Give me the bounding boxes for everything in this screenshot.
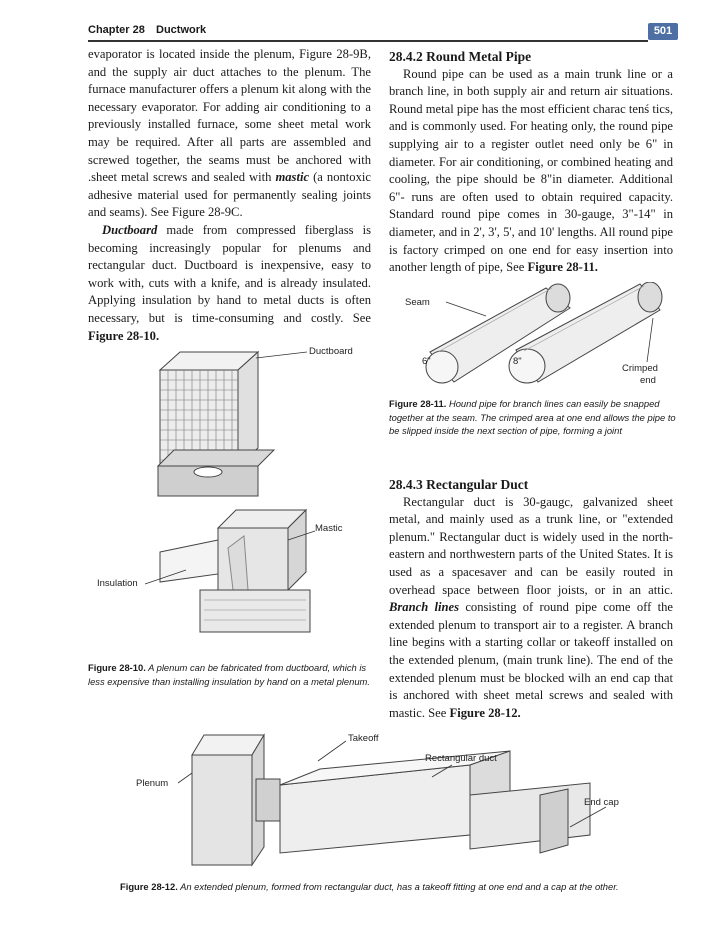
ductboard-leader xyxy=(256,352,307,358)
right-column-bottom-text xyxy=(389,476,673,722)
label-plenum: Plenum xyxy=(136,778,169,789)
figure-ref-28-11: Figure 28-11. xyxy=(527,260,598,275)
label-end: end xyxy=(640,375,656,386)
seam-leader xyxy=(446,302,486,316)
page-number-badge: 501 xyxy=(648,23,678,40)
crimped-leader xyxy=(647,318,653,362)
figure-28-10-illustration xyxy=(88,330,378,658)
label-8-inch: 8" xyxy=(513,356,522,367)
round-pipe-paragraph: Round pipe can be used as a main trunk line or a branch line, in both supply air and return air situations. Round metal pipe has the most efficient charac tenś tics, and is commonly used. For heating only, the round pipe supplying air to a register outlet need only be 6" in diameter. For air conditioning, or combined heating and cooling, the pipe should be 8"in diameter. Additional 6"- runs are often used to obtain required capacity. Standard round pipe comes in 30-gauge, 3"-14" in diameter, and in 2', 3', 5', and 10' lengths. All round pipe is factory crimped on one end for easy insertion into another length of pipe, See Figure 28-11. xyxy=(389,66,673,275)
label-mastic: Mastic xyxy=(315,523,343,534)
caption-figure-28-11: Figure 28-11. Hound pipe for branch lines can easily be snapped together at the seam. The crimped area at one end allows the pipe to be slipped inside the next section of pipe, forming a joint xyxy=(389,398,676,437)
left-paragraph-1: evaporator is located inside the plenum, Figure 28-9B, and the supply air duct attaches to the plenum. The furnace manufacturer offers a plenum kit along with the necessary evaporator. For adding air conditioning to a previously installed furnace, some sheet metal work may be required. After all parts are assembled and screwed together, the seams must be anchored with .sheet metal screws and sealed with mastic (a nontoxic adhesive material used for permanently sealing joints and seams). See Figure 28-9C. xyxy=(88,47,371,220)
plenum-cage-drawing xyxy=(158,352,274,496)
plenum-leader xyxy=(178,773,192,783)
label-crimped: Crimped xyxy=(622,363,658,374)
chapter-title: Ductwork xyxy=(156,24,207,36)
label-seam: Seam xyxy=(405,297,430,308)
term-mastic: mastic xyxy=(275,170,310,185)
figure-ref-28-12: Figure 28-12. xyxy=(449,705,521,720)
figure-ref-28-10: Figure 28-10. xyxy=(88,328,160,343)
label-rectangular-duct: Rectangular duct xyxy=(425,753,497,764)
label-takeoff: Takeoff xyxy=(348,733,379,744)
label-ductboard: Ductboard xyxy=(309,346,353,357)
caption-figure-28-10: Figure 28-10. A plenum can be fabricated from ductboard, which is less expensive than installing insulation by hand on a metal plenum. xyxy=(88,662,370,687)
label-6-inch: 6" xyxy=(422,356,431,367)
section-heading-round-pipe: 28.4.2 Round Metal Pipe xyxy=(389,49,532,64)
section-heading-rect-duct: 28.4.3 Rectangular Duct xyxy=(389,477,529,492)
extended-plenum-drawing xyxy=(192,735,590,865)
term-branch-lines: Branch lines xyxy=(389,600,460,615)
right-column-top-text xyxy=(389,48,673,277)
caption-figure-28-12: Figure 28-12. An extended plenum, formed from rectangular duct, has a takeoff fitting at one end and a cap at the other. xyxy=(120,881,619,892)
header-rule xyxy=(88,40,648,42)
left-paragraph-2: Ductboard made from compressed fiberglass is becoming increasingly popular for plenums and rectangular duct. Ductboard is inexpensive, easy to work with, cuts with a knife, and is already insulated. Applying insulation by hand to metal ducts is often necessary, but is time-consuming and costly. See Figure 28-10. xyxy=(88,222,371,343)
rect-duct-paragraph: Rectangular duct is 30-gaugc, galvanized sheet metal, and mainly used as a trunk line, or "extended plenum." Rectangular duct is widely used in the north-eastern and northwestern parts of the United States. It is used as a spacesaver and can be easily routed in overhead space between floor joists, or in an attic. Branch lines consisting of round pipe come off the extended plenum to transport air to a register. A branch line begins with a starting collar or takeoff installed on the extended plenum, (main trunk line). The end of the extended plenum must be blocked wilh an end cap that is anchored with sheet metal screws and sealed with mastic. See Figure 28-12. xyxy=(389,494,673,720)
label-end-cap: End cap xyxy=(584,797,619,808)
label-insulation: Insulation xyxy=(97,578,138,589)
page-header xyxy=(88,23,678,41)
left-column-text xyxy=(88,46,371,345)
figure-28-12-illustration xyxy=(170,725,630,873)
chapter-label: Chapter 28 xyxy=(88,24,145,36)
term-ductboard: Ductboard xyxy=(102,222,158,237)
takeoff-leader xyxy=(318,741,346,761)
